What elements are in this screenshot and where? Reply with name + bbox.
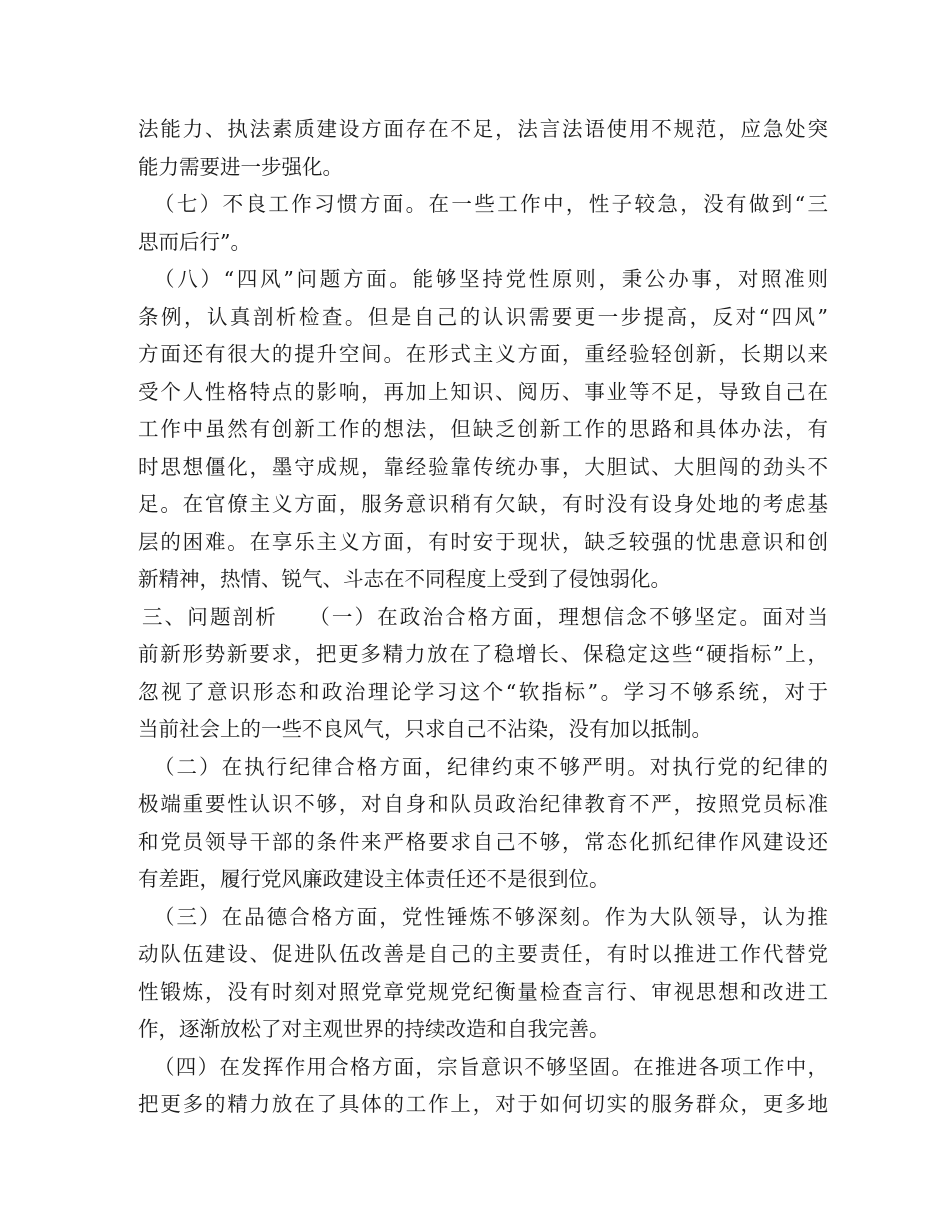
body-line: 新精神，热情、锐气、斗志在不同程度上受到了侵蚀弱化。 xyxy=(138,567,671,591)
body-line: 工作中虽然有创新工作的想法，但缺乏创新工作的思路和具体办法，有 xyxy=(138,417,828,441)
paragraph-start-line: （二）在执行纪律合格方面，纪律约束不够严明。对执行党的纪律的 xyxy=(154,754,828,779)
body-line: 足。在官僚主义方面，服务意识稍有欠缺，有时没有设身处地的考虑基 xyxy=(138,492,828,516)
body-line: 和党员领导干部的条件来严格要求自己不够，常态化抓纪律作风建设还 xyxy=(138,829,828,854)
body-line: 把更多的精力放在了具体的工作上，对于如何切实的服务群众，更多地 xyxy=(138,1092,828,1116)
body-line: 时思想僵化，墨守成规，靠经验靠传统办事，大胆试、大胆闯的劲头不 xyxy=(138,454,828,479)
section-heading-line: 三、问题剖析 （一）在政治合格方面，理想信念不够坚定。面对当 xyxy=(142,604,828,629)
body-line: 有差距，履行党风廉政建设主体责任还不是很到位。 xyxy=(138,867,610,891)
paragraph-start-line: （八）“四风”问题方面。能够坚持党性原则，秉公办事，对照准则 xyxy=(154,267,828,291)
body-line: 能力需要进一步强化。 xyxy=(138,154,343,179)
paragraph-start-line: （三）在品德合格方面，党性锤炼不够深刻。作为大队领导，认为推 xyxy=(154,904,828,929)
body-line: 条例，认真剖析检查。但是自己的认识需要更一步提高，反对“四风” xyxy=(138,304,828,329)
document-body xyxy=(138,111,828,1124)
body-line: 极端重要性认识不够，对自身和队员政治纪律教育不严，按照党员标准 xyxy=(138,792,828,816)
body-line: 思而后行”。 xyxy=(138,229,251,254)
paragraph-start-line: （七）不良工作习惯方面。在一些工作中，性子较急，没有做到“三 xyxy=(154,192,828,216)
body-line: 当前社会上的一些不良风气，只求自己不沾染，没有加以抵制。 xyxy=(138,717,712,741)
body-line: 前新形势新要求，把更多精力放在了稳增长、保稳定这些“硬指标”上， xyxy=(138,642,828,666)
body-line: 动队伍建设、促进队伍改善是自己的主要责任，有时以推进工作代替党 xyxy=(138,942,828,966)
body-line: 性锻炼，没有时刻对照党章党规党纪衡量检查言行、审视思想和改进工 xyxy=(138,979,828,1004)
body-line: 方面还有很大的提升空间。在形式主义方面，重经验轻创新，长期以来 xyxy=(138,342,828,366)
body-line: 受个人性格特点的影响，再加上知识、阅历、事业等不足，导致自己在 xyxy=(138,379,828,404)
body-line: 法能力、执法素质建设方面存在不足，法言法语使用不规范，应急处突 xyxy=(138,117,828,141)
body-line: 作，逐渐放松了对主观世界的持续改造和自我完善。 xyxy=(138,1017,610,1041)
body-line: 忽视了意识形态和政治理论学习这个“软指标”。学习不够系统，对于 xyxy=(138,679,828,704)
paragraph-start-line: （四）在发挥作用合格方面，宗旨意识不够坚固。在推进各项工作中， xyxy=(154,1054,828,1079)
body-line: 层的困难。在享乐主义方面，有时安于现状，缺乏较强的忧患意识和创 xyxy=(138,529,828,554)
